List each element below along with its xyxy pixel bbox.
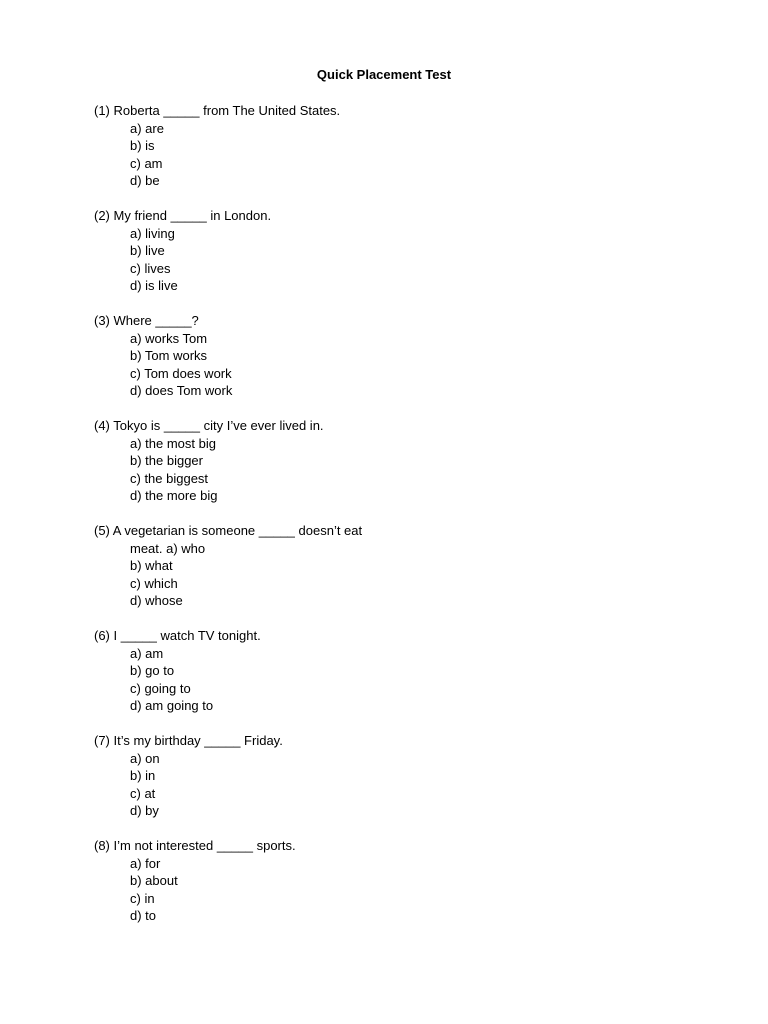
option-d: d) does Tom work — [130, 383, 233, 398]
question-stem: (5) A vegetarian is someone _____ doesn’t eat — [94, 523, 363, 538]
question-list — [94, 102, 694, 942]
option-d: d) whose — [130, 593, 183, 608]
question-1 — [94, 102, 694, 190]
option-d: d) by — [130, 803, 159, 818]
option-d: d) to — [130, 908, 157, 923]
option-a: a) works Tom — [130, 330, 208, 346]
question-stem: (1) Roberta _____ from The United States. — [94, 103, 341, 118]
option-a: a) are — [130, 120, 164, 136]
option-a: a) on — [130, 750, 160, 766]
question-stem: (7) It’s my birthday _____ Friday. — [94, 733, 283, 748]
question-stem: (3) Where _____? — [94, 313, 199, 328]
question-4 — [94, 417, 694, 505]
option-c: c) going to — [130, 680, 191, 696]
option-b: b) about — [130, 873, 178, 888]
question-2 — [94, 207, 694, 295]
option-c: c) am — [130, 155, 163, 171]
option-a: a) for — [130, 855, 161, 871]
option-c: c) the biggest — [130, 470, 209, 486]
option-b: b) live — [130, 243, 165, 258]
option-a: meat. a) who — [130, 540, 206, 556]
question-stem: (4) Tokyo is _____ city I’ve ever lived in. — [94, 418, 324, 433]
option-a: a) living — [130, 225, 175, 241]
question-5 — [94, 522, 694, 610]
question-stem: (8) I’m not interested _____ sports. — [94, 838, 296, 853]
option-b: b) what — [130, 558, 173, 573]
option-b: b) is — [130, 138, 155, 153]
option-d: d) the more big — [130, 488, 218, 503]
question-6 — [94, 627, 694, 715]
question-8 — [94, 837, 694, 925]
question-stem: (6) I _____ watch TV tonight. — [94, 628, 261, 643]
option-c: c) Tom does work — [130, 365, 232, 381]
option-c: c) at — [130, 785, 156, 801]
option-d: d) am going to — [130, 698, 214, 713]
option-c: c) which — [130, 575, 178, 591]
option-c: c) lives — [130, 260, 171, 276]
option-a: a) am — [130, 645, 164, 661]
option-b: b) Tom works — [130, 348, 208, 363]
option-c: c) in — [130, 890, 155, 906]
question-3 — [94, 312, 694, 400]
option-d: d) is live — [130, 278, 178, 293]
page-title: Quick Placement Test — [316, 67, 452, 82]
question-7 — [94, 732, 694, 820]
option-b: b) go to — [130, 663, 175, 678]
option-d: d) be — [130, 173, 160, 188]
option-b: b) in — [130, 768, 156, 783]
question-stem: (2) My friend _____ in London. — [94, 208, 272, 223]
option-b: b) the bigger — [130, 453, 203, 468]
option-a: a) the most big — [130, 435, 216, 451]
